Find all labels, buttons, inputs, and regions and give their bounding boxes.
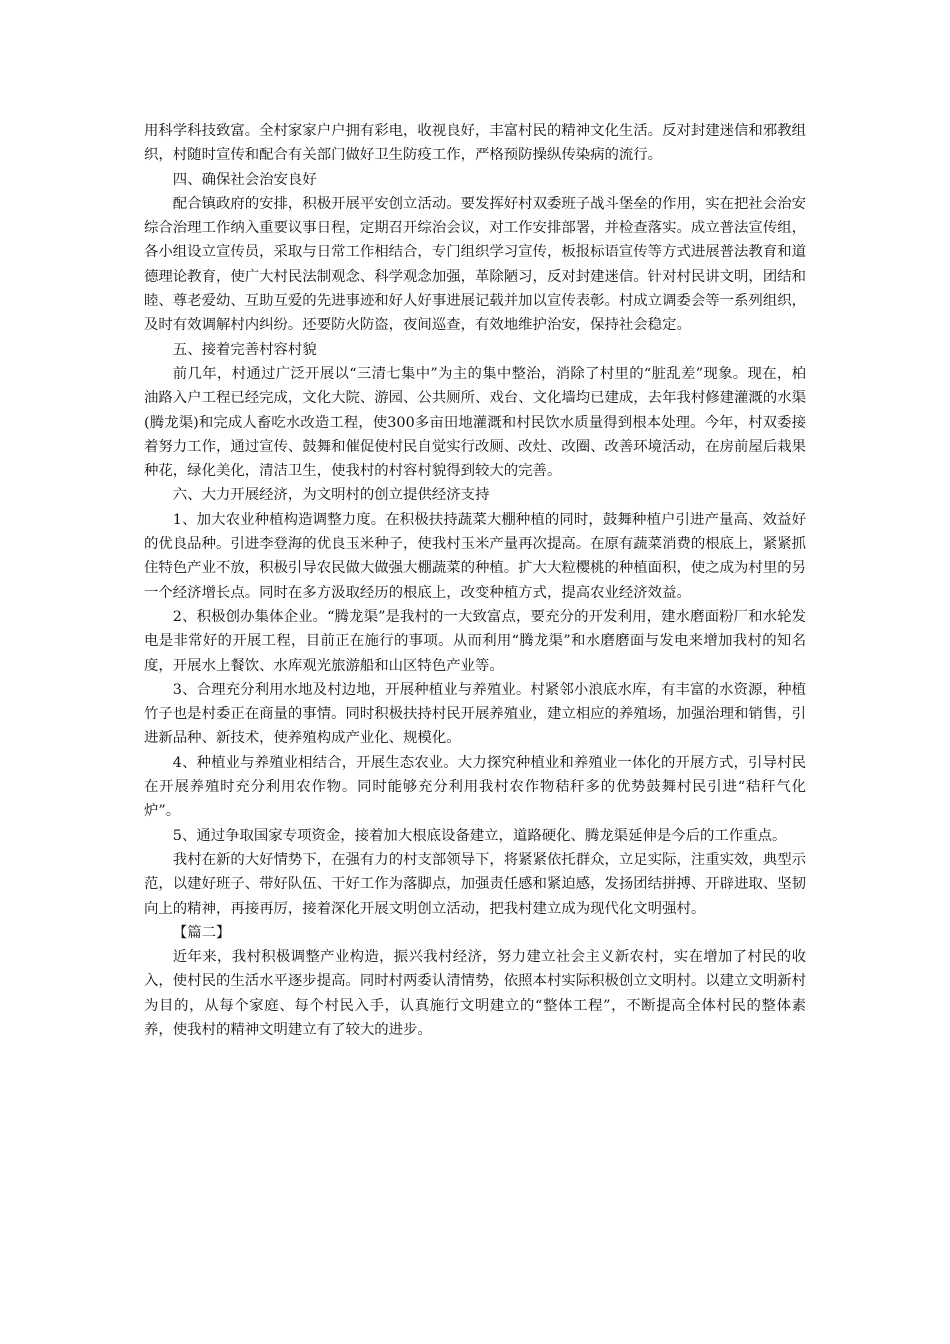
list-item-paragraph: 1、加大农业种植构造调整力度。在积极扶持蔬菜大棚种植的同时，鼓舞种植户引进产量高、效益好的优良品种。引进李登海的优良玉米种子，使我村玉米产量再次提高。在原有蔬菜消费的根底上，紧紧抓住特色产业不放，积极引导农民做大做强大棚蔬菜的种植。扩大大粒樱桃的种植面积，使之成为村里的另一个经济增长点。同时在多方汲取经历的根底上，改变种植方式，提高农业经济效益。	[144, 511, 806, 601]
part-heading: 【篇二】	[172, 924, 231, 941]
body-paragraph: 我村在新的大好情势下，在强有力的村支部领导下，将紧紧依托群众，立足实际，注重实效，典型示范，以建好班子、带好队伍、干好工作为落脚点，加强责任感和紧迫感，发扬团结拼搏、开辟进取、坚韧向上的精神，再接再厉，接着深化开展文明创立活动，把我村建立成为现代化文明强村。	[144, 851, 806, 917]
body-paragraph: 近年来，我村积极调整产业构造，振兴我村经济，努力建立社会主义新农村，实在增加了村民的收入，使村民的生活水平逐步提高。同时村两委认清情势，依照本村实际积极创立文明村。以建立文明新村为目的，从每个家庭、每个村民入手，认真施行文明建立的“整体工程”，不断提高全体村民的整体素养，使我村的精神文明建立有了较大的进步。	[144, 949, 806, 1038]
section-heading: 五、接着完善村容村貌	[172, 341, 317, 358]
list-item-paragraph: 3、合理充分利用水地及村边地，开展种植业与养殖业。村紧邻小浪底水库，有丰富的水资源，种植竹子也是村委正在商量的事情。同时积极扶持村民开展养殖业，建立相应的养殖场，加强治理和销售，引进新品种、新技术，使养殖构成产业化、规模化。	[144, 681, 806, 747]
list-item-paragraph: 5、通过争取国家专项资金，接着加大根底设备建立，道路硬化、腾龙渠延伸是今后的工作重点。	[172, 827, 787, 844]
section-heading: 四、确保社会治安良好	[172, 171, 317, 188]
section-heading: 六、大力开展经济，为文明村的创立提供经济支持	[172, 487, 490, 504]
body-paragraph: 配合镇政府的安排，积极开展平安创立活动。要发挥好村双委班子战斗堡垒的作用，实在把社会治安综合治理工作纳入重要议事日程，定期召开综治会议，对工作安排部署，并检查落实。成立普法宣传组，各小组设立宣传员，采取与日常工作相结合，专门组织学习宣传，板报标语宣传等方式进展普法教育和道德理论教育，使广大村民法制观念、科学观念加强，革除陋习，反对封建迷信。针对村民讲文明，团结和睦、尊老爱幼、互助互爱的先进事迹和好人好事进展记载并加以宣传表彰。村成立调委会等一系列组织，及时有效调解村内纠纷。还要防火防盗，夜间巡查，有效地维护治安，保持社会稳定。	[144, 195, 806, 334]
document-page	[144, 119, 806, 1042]
list-item-paragraph: 4、种植业与养殖业相结合，开展生态农业。大力探究种植业和养殖业一体化的开展方式，引导村民在开展养殖时充分利用农作物。同时能够充分利用我村农作物秸秆多的优势鼓舞村民引进“秸秆气化炉”。	[144, 754, 806, 820]
body-paragraph: 前几年，村通过广泛开展以“三清七集中”为主的集中整治，消除了村里的“脏乱差”现象。现在，柏油路入户工程已经完成，文化大院、游园、公共厕所、戏台、文化墙均已建成，去年我村修建灌溉的水渠(腾龙渠)和完成人畜吃水改造工程，使300多亩田地灌溉和村民饮水质量得到根本处理。今年，村双委接着努力工作，通过宣传、鼓舞和催促使村民自觉实行改厕、改灶、改圈、改善环境活动，在房前屋后栽果种花，绿化美化，清洁卫生，使我村的村容村貌得到较大的完善。	[144, 365, 806, 480]
list-item-paragraph: 2、积极创办集体企业。“腾龙渠”是我村的一大致富点，要充分的开发利用，建水磨面粉厂和水轮发电是非常好的开展工程，目前正在施行的事项。从而利用“腾龙渠”和水磨磨面与发电来增加我村的知名度，开展水上餐饮、水库观光旅游船和山区特色产业等。	[144, 608, 806, 674]
body-paragraph: 用科学科技致富。全村家家户户拥有彩电，收视良好，丰富村民的精神文化生活。反对封建迷信和邪教组织，村随时宣传和配合有关部门做好卫生防疫工作，严格预防操纵传染病的流行。	[144, 123, 806, 164]
